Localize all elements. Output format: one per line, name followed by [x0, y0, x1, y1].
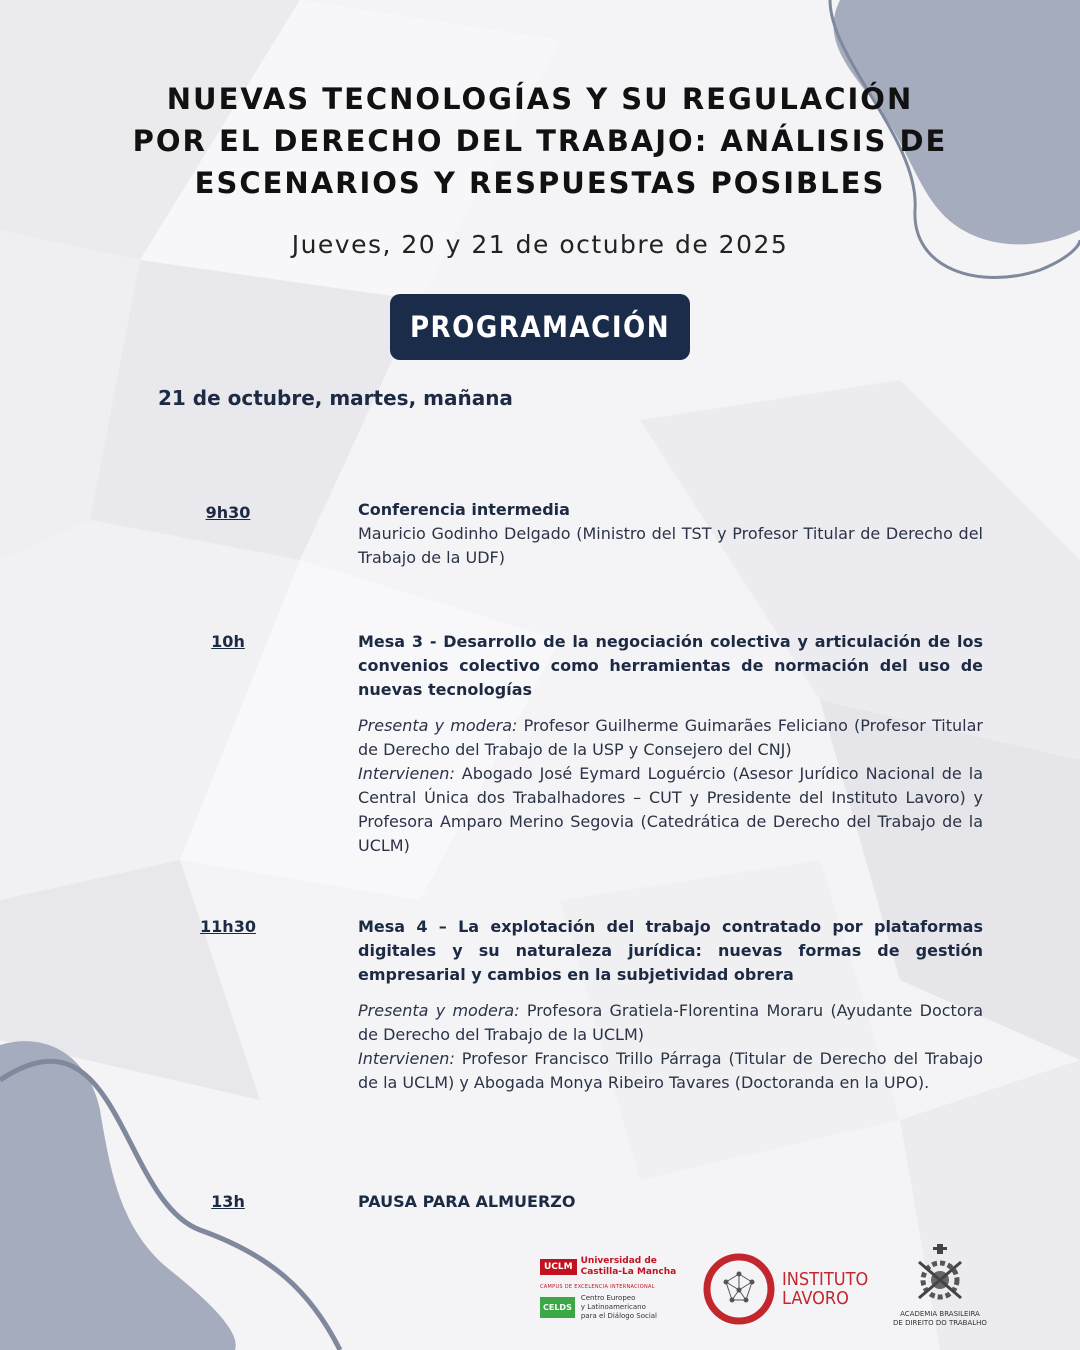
schedule-time: 11h30	[200, 917, 256, 936]
celds-tag: CELDS	[540, 1297, 575, 1318]
uclm-name-1: Universidad de	[580, 1256, 657, 1266]
schedule-item	[358, 630, 983, 858]
title-line-1: NUEVAS TECNOLOGÍAS Y SU REGULACIÓN	[166, 82, 914, 116]
schedule-heading: Mesa 3 - Desarrollo de la negociación colectiva y articulación de los convenios colectivo como herramientas de normación del uso de nuevas tecnologías	[358, 632, 983, 699]
schedule-time: 13h	[211, 1192, 245, 1211]
moderator-text: Profesora Gratiela-Florentina Moraru (Ayudante Doctora de Derecho del Trabajo de la UCLM)	[358, 1001, 983, 1044]
moderator-label: Presenta y modera:	[358, 1001, 520, 1020]
event-date: Jueves, 20 y 21 de octubre de 2025	[291, 230, 789, 259]
academia-brasileira-logo	[885, 1242, 995, 1332]
lavoro-network-icon	[702, 1252, 776, 1326]
schedule-item	[358, 498, 983, 570]
speakers-text: Abogado José Eymard Loguércio (Asesor Jurídico Nacional de la Central Única dos Trabalhadores – CUT y Presidente del Instituto Lavoro) y Profesora Amparo Merino Segovia (Catedrática de Derecho del Trabajo de la UCLM)	[358, 764, 983, 855]
lavoro-line-1: INSTITUTO	[782, 1269, 869, 1290]
schedule-heading: Mesa 4 – La explotación del trabajo contratado por plataformas digitales y su naturaleza jurídica: nuevas formas de gestión empresarial y cambios en la subjetividad obrera	[358, 917, 983, 984]
schedule-heading: Conferencia intermedia	[358, 500, 570, 519]
schedule-moderator	[358, 714, 983, 762]
sponsor-logos	[530, 1240, 1000, 1335]
schedule-time: 10h	[211, 632, 245, 651]
programacion-badge: PROGRAMACIÓN	[390, 294, 690, 360]
speakers-label: Intervienen:	[358, 1049, 455, 1068]
abdt-emblem-icon	[909, 1242, 971, 1304]
moderator-label: Presenta y modera:	[358, 716, 518, 735]
schedule-moderator	[358, 999, 983, 1047]
celds-logo	[540, 1294, 685, 1321]
instituto-lavoro-logo	[702, 1248, 872, 1332]
celds-line-3: para el Diálogo Social	[580, 1312, 658, 1320]
abdt-line-2: DE DIREITO DO TRABALHO	[893, 1319, 987, 1327]
title-line-3: ESCENARIOS Y RESPUESTAS POSIBLES	[194, 166, 886, 200]
uclm-name-2: Castilla-La Mancha	[580, 1267, 677, 1277]
uclm-subtitle: CAMPUS DE EXCELENCIA INTERNACIONAL	[540, 1284, 655, 1290]
title-line-2: POR EL DERECHO DEL TRABAJO: ANÁLISIS DE	[132, 124, 948, 158]
event-title	[90, 78, 990, 204]
moderator-text: Profesor Guilherme Guimarães Feliciano (Profesor Titular de Derecho del Trabajo de la USP y Consejero del CNJ)	[358, 716, 983, 759]
schedule-text: Mauricio Godinho Delgado (Ministro del TST y Profesor Titular de Derecho del Trabajo de la UDF)	[358, 524, 983, 567]
schedule-item	[358, 915, 983, 1095]
day-heading: 21 de octubre, martes, mañana	[158, 386, 513, 410]
schedule-heading: PAUSA PARA ALMUERZO	[358, 1192, 576, 1211]
uclm-logo	[540, 1250, 685, 1330]
lavoro-line-2: LAVORO	[782, 1288, 849, 1309]
schedule-time: 9h30	[205, 503, 251, 522]
schedule-item	[358, 1190, 983, 1214]
speakers-label: Intervienen:	[358, 764, 455, 783]
celds-line-2: y Latinoamericano	[580, 1303, 646, 1311]
abdt-line-1: ACADEMIA BRASILEIRA	[900, 1310, 980, 1318]
celds-line-1: Centro Europeo	[580, 1294, 636, 1302]
schedule-speakers	[358, 762, 983, 858]
uclm-tag: UCLM	[540, 1259, 577, 1275]
schedule-speakers	[358, 1047, 983, 1095]
speakers-text: Profesor Francisco Trillo Párraga (Titular de Derecho del Trabajo de la UCLM) y Abogada Monya Ribeiro Tavares (Doctoranda en la UPO).	[358, 1049, 983, 1092]
